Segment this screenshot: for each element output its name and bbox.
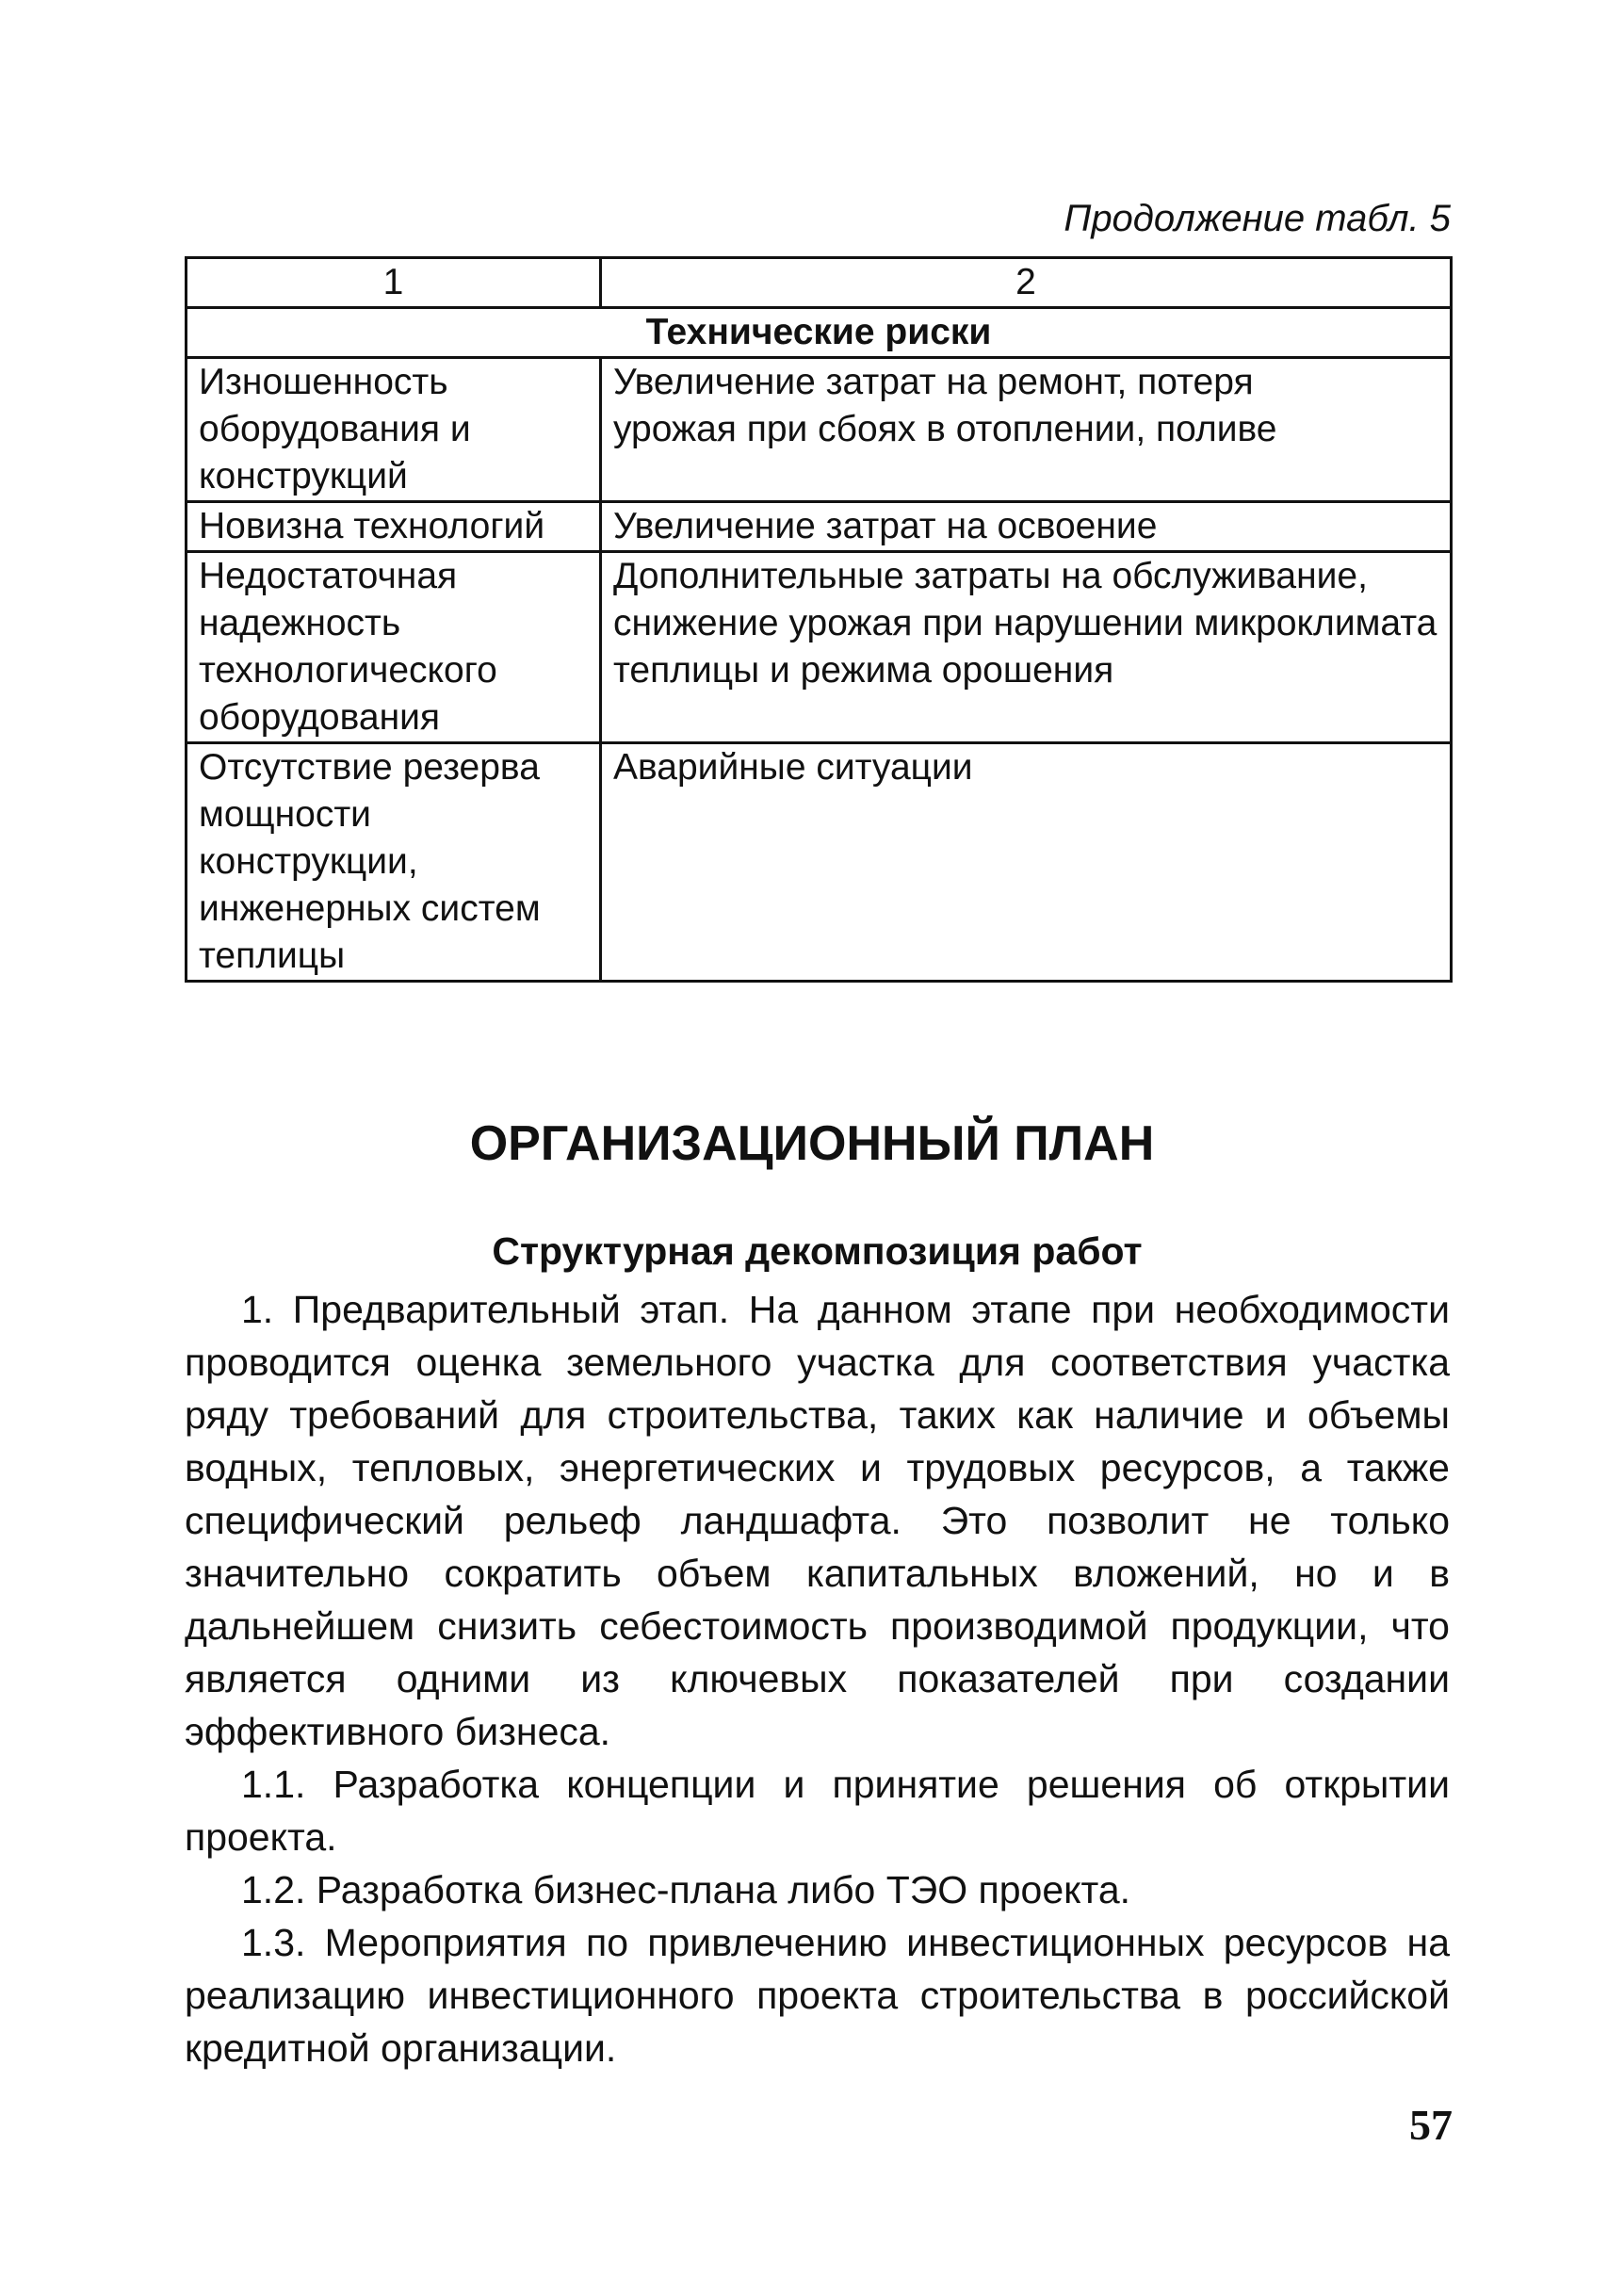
paragraph: 1.3. Мероприятия по привлечению инвестиционных ресурсов на реализацию инвестиционного проекта строительства в российской кредитной организации.: [185, 1921, 1450, 2070]
table-section-row: [187, 308, 1452, 358]
table-row: [187, 743, 1452, 982]
table-row: [187, 552, 1452, 743]
page-number: 57: [1409, 2101, 1453, 2149]
section-title: ОРГАНИЗАЦИОННЫЙ ПЛАН: [469, 1116, 1155, 1171]
consequence-cell: Дополнительные затраты на обслуживание, снижение урожая при нарушении микроклимата теплицы и режима орошения: [601, 552, 1452, 743]
risk-cell: Изношенность оборудования и конструкций: [187, 358, 601, 502]
column-number-2: 2: [601, 258, 1452, 308]
table-row: [187, 502, 1452, 552]
table-section-title: Технические риски: [187, 308, 1452, 358]
table-continuation-label: Продолжение табл. 5: [1064, 198, 1451, 239]
paragraph: 1. Предварительный этап. На данном этапе при необходимости проводится оценка земельного участка для соответствия участка ряду требований для строительства, таких как наличие и объемы водных, тепловых, энергетических и трудовых ресурсов, а также специфический рельеф ландшафта. Это позволит не только значительно сократить объем капитальных вложений, но и в дальнейшем снизить себестоимость производимой продукции, что является одними из ключевых показателей при создании эффективного бизнеса.: [185, 1288, 1450, 1753]
body-text: [185, 1225, 1450, 2074]
subheading: Структурная декомпозиция работ: [492, 1229, 1143, 1273]
risk-cell: Отсутствие резерва мощности конструкции, инженерных систем теплицы: [187, 743, 601, 982]
table-column-numbers-row: [187, 258, 1452, 308]
consequence-cell: Увеличение затрат на освоение: [601, 502, 1452, 552]
risks-table: [185, 256, 1453, 983]
paragraph: 1.1. Разработка концепции и принятие решения об открытии проекта.: [185, 1763, 1450, 1859]
paragraph: 1.2. Разработка бизнес-плана либо ТЭО проекта.: [241, 1868, 1131, 1911]
table-row: [187, 358, 1452, 502]
consequence-cell: Увеличение затрат на ремонт, потеря урожая при сбоях в отоплении, поливе: [601, 358, 1452, 502]
risk-cell: Новизна технологий: [187, 502, 601, 552]
column-number-1: 1: [187, 258, 601, 308]
consequence-cell: Аварийные ситуации: [601, 743, 1452, 982]
risk-cell: Недостаточная надежность технологического оборудования: [187, 552, 601, 743]
